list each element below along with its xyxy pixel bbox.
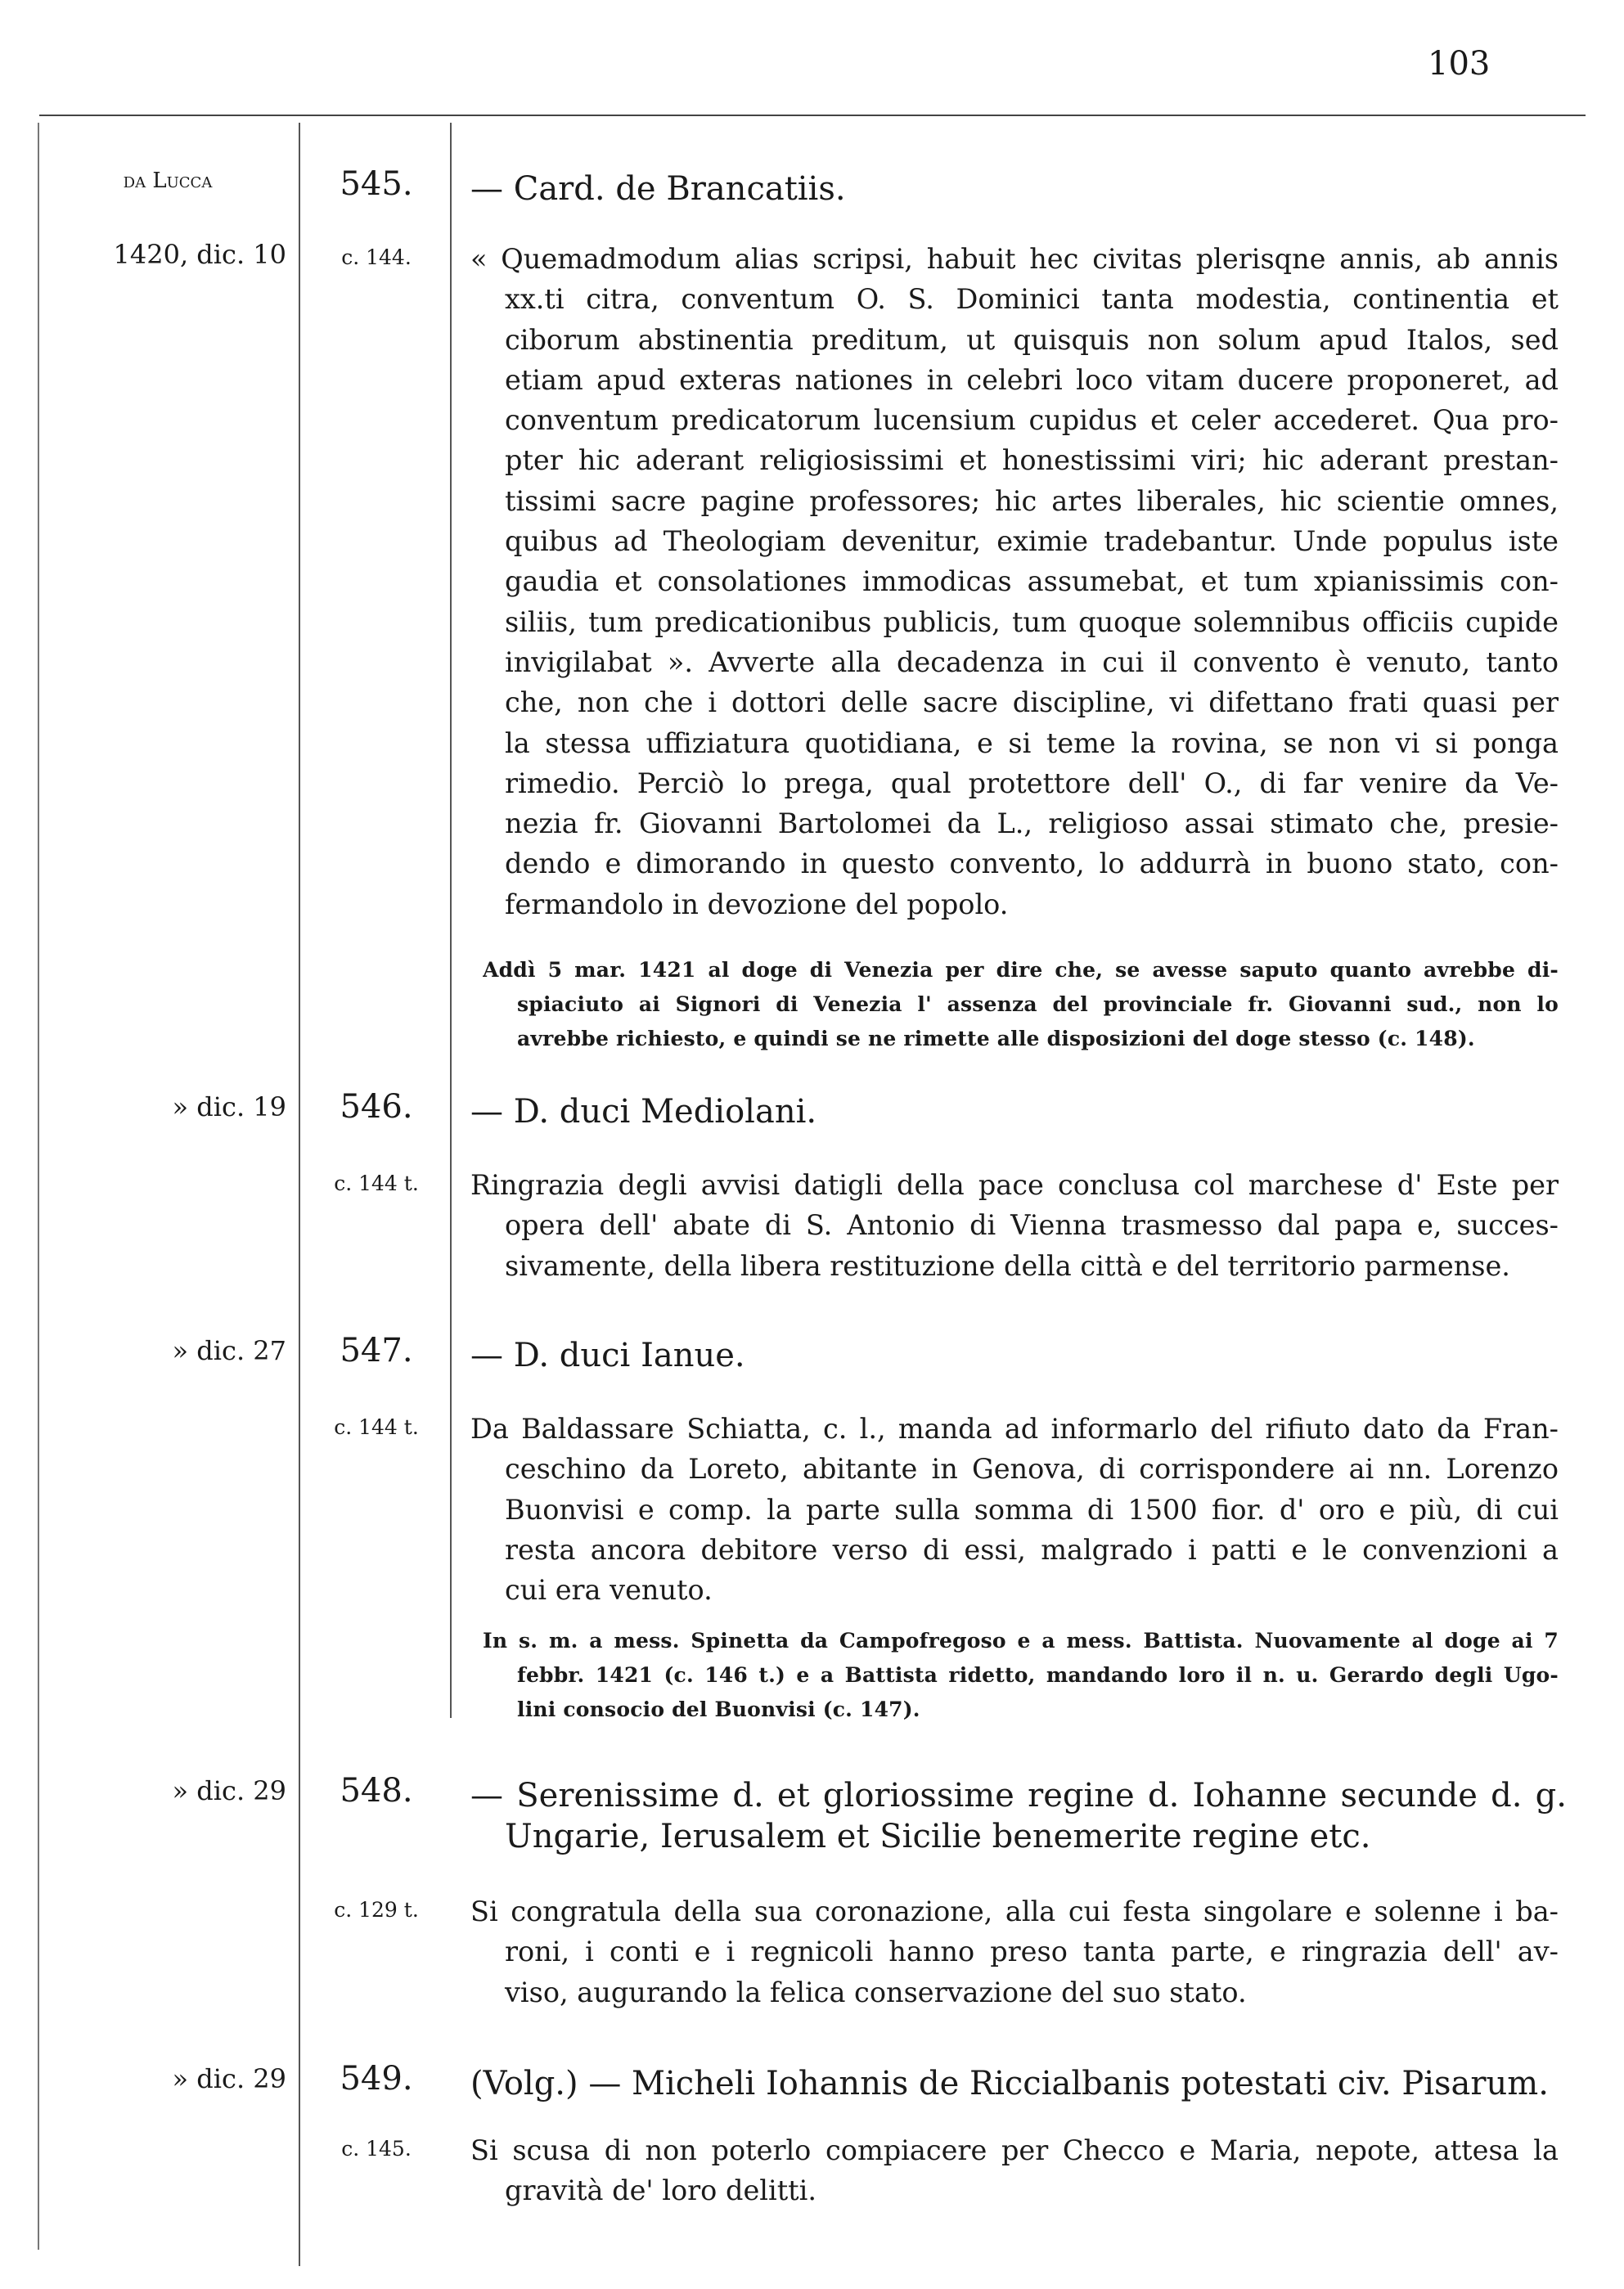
text-line: quibus ad Theologiam devenitur, eximie tradebantur. Unde populus iste — [505, 525, 1559, 558]
folio-reference: c. 144 t. — [334, 1171, 419, 1195]
text-line: viso, augurando la felica conservazione del suo stato. — [505, 1976, 1247, 2008]
text-line: lini consocio del Buonvisi (c. 147). — [517, 1698, 920, 1721]
entry-date: » dic. 27 — [172, 1335, 286, 1366]
text-line: ciborum abstinentia preditum, ut quisquis non solum apud Italos, sed — [505, 323, 1559, 356]
text-line: fermandolo in devozione del popolo. — [505, 888, 1009, 920]
text-line: pter hic aderant religiosissimi et honestissimi viri; hic aderant prestan- — [505, 444, 1559, 477]
text-line: — D. duci Mediolani. — [470, 1093, 817, 1131]
entry-summary — [470, 2130, 1559, 2211]
text-line: cui era venuto. — [505, 1574, 713, 1607]
text-line: ceschino da Loreto, abitante in Genova, di corrispondere ai nn. Lorenzo — [505, 1453, 1559, 1486]
text-line: sivamente, della libera restituzione della città e del territorio parmense. — [505, 1249, 1510, 1282]
folio-reference: c. 145. — [341, 2137, 412, 2161]
text-line: roni, i conti e i regnicoli hanno preso tanta parte, e ringrazia dell' av- — [505, 1936, 1559, 1968]
text-line: (Volg.) — Micheli Iohannis de Riccialbanis potestati civ. Pisarum. — [470, 2065, 1549, 2102]
text-line: Addì 5 mar. 1421 al doge di Venezia per dire che, se avesse saputo quanto avrebbe di- — [483, 958, 1559, 982]
folio-reference: c. 129 t. — [334, 1898, 419, 1922]
entry-addressee — [470, 1091, 1567, 1132]
entry-summary — [470, 1409, 1559, 1610]
place-label: da Lucca — [123, 169, 213, 193]
entry-note — [483, 1624, 1559, 1727]
text-line: invigilabat ». Avverte alla decadenza in cui il convento è venuto, tanto — [505, 645, 1559, 678]
text-line: che, non che i dottori delle sacre discipline, vi difettano frati quasi per — [505, 686, 1559, 719]
text-line: Ringrazia degli avvisi datigli della pace conclusa col marchese d' Este per — [470, 1169, 1559, 1201]
text-line: xx.ti citra, conventum O. S. Dominici tanta modestia, continentia et — [505, 283, 1559, 316]
entry-date: » dic. 19 — [172, 1091, 286, 1122]
text-line: Si scusa di non poterlo compiacere per Checco e Maria, nepote, attesa la — [470, 2134, 1559, 2166]
entry-addressee — [470, 1335, 1567, 1376]
entry-number: 546. — [340, 1088, 413, 1126]
entry-note — [483, 953, 1559, 1056]
text-line: gravità de' loro delitti. — [505, 2174, 816, 2207]
text-line: Da Baldassare Schiatta, c. l., manda ad informarlo del rifiuto dato da Fran- — [470, 1413, 1559, 1445]
entry-addressee — [470, 169, 1567, 209]
text-line: opera dell' abate di S. Antonio di Vienna trasmesso dal papa e, succes- — [505, 1209, 1559, 1242]
text-line: Si congratula della sua coronazione, alla cui festa singolare e solenne i ba- — [470, 1896, 1559, 1927]
text-line: Ungarie, Ierusalem et Sicilie benemerite regine etc. — [505, 1818, 1371, 1855]
text-line: la stessa uffiziatura quotidiana, e si teme la rovina, se non vi si ponga — [505, 726, 1559, 759]
text-line: spiaciuto ai Signori di Venezia l' assenza del provinciale fr. Giovanni sud., non lo — [517, 992, 1559, 1016]
text-line: resta ancora debitore verso di essi, malgrado i patti e le convenzioni a — [505, 1533, 1559, 1566]
text-line: — D. duci Ianue. — [470, 1337, 745, 1374]
header-rule — [39, 115, 1586, 116]
entry-date: 1420, dic. 10 — [113, 239, 286, 270]
text-line: conventum predicatorum lucensium cupidus et celer accederet. Qua pro- — [505, 404, 1559, 437]
text-line: tissimi sacre pagine professores; hic artes liberales, hic scientie omnes, — [505, 484, 1559, 517]
left-margin-rule — [38, 123, 39, 2250]
entry-addressee — [470, 1775, 1567, 1857]
folio-reference: c. 144. — [341, 245, 412, 269]
text-line: dendo e dimorando in questo convento, lo addurrà in buono stato, con- — [505, 848, 1559, 880]
entry-date: » dic. 29 — [172, 1775, 286, 1806]
folio-reference: c. 144 t. — [334, 1415, 419, 1439]
text-line: « Quemadmodum alias scripsi, habuit hec civitas plerisqne annis, ab annis — [470, 243, 1559, 275]
text-line: rimedio. Perciò lo prega, qual protettore dell' O., di far venire da Ve- — [505, 767, 1559, 799]
text-line: febbr. 1421 (c. 146 t.) e a Battista ridetto, mandando loro il n. u. Gerardo degli Ugo- — [517, 1663, 1559, 1687]
number-column-rule — [450, 123, 452, 1718]
entry-number: 545. — [340, 165, 413, 203]
entry-summary — [470, 239, 1559, 924]
page-number: 103 — [1428, 45, 1491, 83]
entry-number: 548. — [340, 1772, 413, 1810]
text-line: avrebbe richiesto, e quindi se ne rimette alle disposizioni del doge stesso (c. 148). — [517, 1027, 1475, 1050]
entry-number: 547. — [340, 1332, 413, 1369]
text-line: — Card. de Brancatiis. — [470, 170, 846, 208]
entry-number: 549. — [340, 2060, 413, 2098]
entry-addressee — [470, 2063, 1567, 2104]
text-line: — Serenissime d. et gloriossime regine d. Iohanne secunde d. g. — [470, 1777, 1567, 1815]
text-line: siliis, tum predicationibus publicis, tum quoque solemnibus officiis cupide — [505, 605, 1559, 638]
text-line: gaudia et consolationes immodicas assumebat, et tum xpianissimis con- — [505, 565, 1559, 598]
entry-summary — [470, 1891, 1559, 2012]
text-line: etiam apud exteras nationes in celebri loco vitam ducere proponeret, ad — [505, 363, 1559, 396]
entry-summary — [470, 1165, 1559, 1286]
entry-date: » dic. 29 — [172, 2063, 286, 2094]
text-line: nezia fr. Giovanni Bartolomei da L., religioso assai stimato che, presie- — [505, 807, 1559, 840]
date-column-rule — [299, 123, 300, 2266]
text-line: In s. m. a mess. Spinetta da Campofregoso e a mess. Battista. Nuovamente al doge ai 7 — [483, 1629, 1559, 1653]
text-line: Buonvisi e comp. la parte sulla somma di 1500 fior. d' oro e più, di cui — [505, 1493, 1559, 1526]
